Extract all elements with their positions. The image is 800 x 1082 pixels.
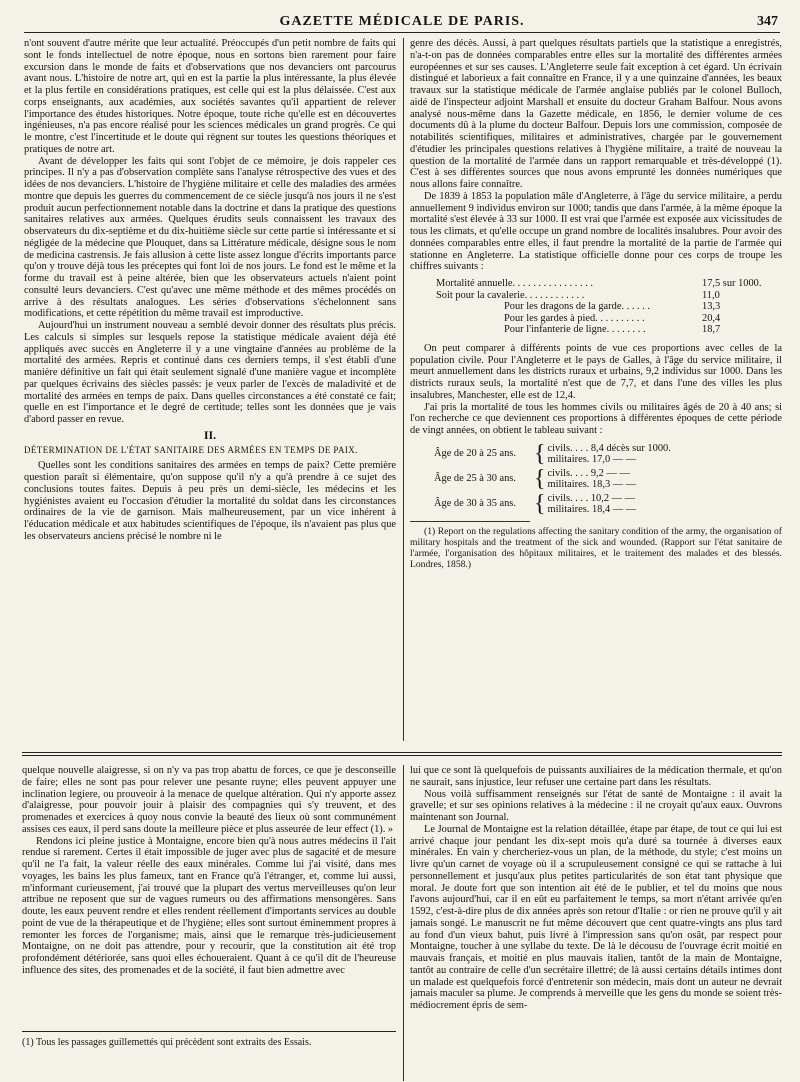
column-left-top	[24, 38, 396, 740]
table-row	[434, 490, 782, 517]
military-value: 18,4	[591, 503, 611, 515]
row-value: 20,4	[702, 312, 721, 324]
footnote: (1) Tous les passages guillemettés qui précèdent sont extraits des Essais.	[22, 1031, 396, 1048]
row-label: Pour les gardes à pied. . . . . . . . . .	[504, 312, 645, 324]
paragraph: Aujourd'hui un instrument nouveau a semblé devoir donner des résultats plus précis. Les calculs si simples sur lesquels repose la statistique médicale avaient déjà été appliqués avec succès en Angleterre il y a une vingtaine d'années au problème de la mortalité des armées. Repris et continué dans ces derniers temps, il s'est établi d'une manière définitive un fait qui était seulement signalé d'une manière vague et incomplète par quelques écrivains des siècles passés: je veux parler de l'excès de maladivité et de mortalité des armées en temps de paix. Dans quelles circonstances a été constaté ce fait; quelle en est l'importance et le degré de certitude; telles sont les données que je vais d'abord passer en revue.	[24, 320, 396, 425]
row-value: 17,5 sur 1000.	[702, 278, 762, 289]
unit: — —	[606, 467, 630, 479]
horizontal-divider	[22, 752, 782, 756]
unit: — —	[612, 453, 637, 465]
civil-value: 10,2	[590, 492, 610, 504]
civil-value: 8,4	[590, 442, 604, 454]
table-row	[436, 290, 782, 302]
table-row	[436, 313, 782, 325]
paragraph: lui que ce sont là quelquefois de puissants auxiliaires de la médication thermale, et qu'on ne saurait, sans injustice, leur refuser une certaine part dans les résultats.	[410, 765, 782, 788]
paragraph: Le Journal de Montaigne est la relation détaillée, étape par étape, de tout ce qui lui est arrivé chaque jour pendant les dix-sept mois qu'a duré sa tournée à diverses eaux minérales. En vain y chercheriez-vous un plan, de la méthode, du style; c'est moins un livre qu'un carnet de voyage où il a scrupuleusement consigné ce qui se rattache à lui personnellement et jusqu'aux plus petites particularités de son état tant physique que moral. Je doute fort que son intention ait été de le publier, et tel du moins que nous l'avons aujourd'hui, car il en eût eu parfaitement le temps, sa mort n'étant arrivée qu'en 1592, c'est-à-dire plus de dix années après son retour d'Italie : or rien ne prouve qu'il y ait jamais songé. Le manuscrit ne fut même découvert que cent quatre-vingts ans plus tard au fond d'un vieux bahut, puis livré à l'impression sans qu'on osât, par respect pour Montaigne, toucher à une syllabe du texte. De là le décousu de l'ouvrage écrit moitié en mauvais français, et moitié en plus mauvais italien, tantôt de la main de Montaigne, tantôt au contraire de celle d'un secrétaire illettré; de là aussi certains détails intimes dont un malade est quelquefois forcé d'entretenir son médecin, mais dont un auteur ne devrait jamais maculer sa plume. Je comprends à merveille que les gens du monde se soient très-médiocrement épris de sem-	[410, 823, 782, 1011]
brace: {	[534, 490, 546, 517]
column-right-top	[410, 38, 782, 740]
paragraph: De 1839 à 1853 la population mâle d'Angleterre, à l'âge du service militaire, a perdu annuellement 9 individus environ sur 1000; tandis que dans l'armée, à la même époque la mortalité s'est élevée à 33 sur 1000. Il est vrai que l'armée est exposée aux vicissitudes de tous les climats, et qu'elle occupe un grand nombre de localités insalubres. Pour avoir des données comparables entre elles, il faut prendre la mortalité de la partie de l'armée qui stationne en Angleterre. La statistique officielle donne pour ces corps de troupe les chiffres suivants :	[410, 190, 782, 273]
page-number: 347	[757, 14, 778, 29]
civil-label: civils. . . .	[547, 492, 589, 504]
row-label: Pour l'infanterie de ligne. . . . . . . .	[504, 324, 646, 336]
unit: décès sur 1000.	[606, 442, 671, 454]
row-label: Mortalité annuelle. . . . . . . . . . . . . . . .	[436, 278, 593, 289]
brace: {	[534, 440, 546, 467]
unit: — —	[612, 478, 637, 490]
footnote: (1) Report on the regulations affecting the sanitary condition of the army, the organisation of military hospitals and the treatment of the sick and wounded. (Rapport sur l'état sanitaire de l'armée, l'organisation des hôpitaux militaires, et le traitement des malades et des blessés. Londres, 1858.)	[410, 525, 782, 570]
military-label: militaires.	[547, 478, 590, 490]
paragraph: quelque nouvelle alaigresse, si on n'y va pas trop abattu de forces, ce que je desconseille de faire; elles ne sont pas pour relever une pesante ruyne; elles peuvent appuyer une inclination legiere, ou prouveoir à la menace de quelque altération. Qui n'y apporte assez d'alaigresse, pour pouvoir jouir à plaisir des compagnies qui s'y treuvent, et des promenades et exercices à quoy nous convie la beauté des lieux où sont communément assises ces eaux, il perd sans doute la meilleure pièce et plus asseurée de leur effect (1). »	[22, 765, 396, 835]
unit: — —	[612, 503, 637, 515]
age-label: Âge de 20 à 25 ans.	[434, 448, 516, 460]
row-value: 13,3	[702, 301, 721, 313]
column-divider	[403, 38, 404, 741]
column-left-bottom	[22, 765, 396, 1027]
paragraph: genre des décès. Aussi, à part quelques résultats partiels que la statistique a enregistrés, n'a-t-on pas de données comparables entre elles sur la mortalité des différentes armées européennes et sur ses causes. L'Angleterre seule fait exception à cet égard. Un écrivain distingué et laborieux a fait connaître en France, il y a une quinzaine d'années, les beaux travaux sur la statistique médicale de l'armée anglaise publiés par le colonel Bulloch, aidé de l'inspecteur adjoint Marshall et ensuite du docteur Graham Balfour. Nous avons analysé nous-même dans la Gazette médicale, en 1856, le dernier volume de ces documents dû à la plume du docteur Balfour. Depuis lors une commission, composée de notabilités scientifiques, militaires et administratives, chargée par le gouvernement d'étudier les principales questions relatives à l'hygiène militaire, a traité de nouveau la question de la mortalité de l'armée dans un rapport remarquable et très-développé (1). C'est à ses différentes sources que nous avons emprunté les données numériques que nous allons faire connaître.	[410, 38, 782, 190]
paragraph: n'ont souvent d'autre mérite que leur actualité. Préoccupés d'un petit nombre de faits qui sont le fonds intellectuel de notre époque, nous en sortons bien rarement pour faire excursion dans le monde de faits et d'observations que nos devanciers ont parcourus avant nous. L'histoire de notre art, qui en est la partie la plus intéressante, la plus élevée et la plus fertile en considérations pratiques, est celle qui est la plus délaissée. C'est aux corps enseignants, aux académies, aux sociétés savantes qu'il appartient de relever l'importance des études historiques. Notre époque, toute riche qu'elle est en découvertes ingénieuses, n'a pas encore réalisé pour les sciences médicales un grand progrès. Ce qui le montre, c'est l'incertitude et le doute qui règnent sur toutes les questions théoriques et pratiques de notre art.	[24, 38, 396, 155]
age-label: Âge de 25 à 30 ans.	[434, 473, 516, 485]
section-title: DÉTERMINATION DE L'ÉTAT SANITAIRE DES ARMÉES EN TEMPS DE PAIX.	[24, 444, 358, 455]
table-row	[434, 465, 782, 492]
civil-label: civils. . . .	[547, 467, 589, 479]
paragraph: Quelles sont les conditions sanitaires des armées en temps de paix? Cette première question paraît si élémentaire, qu'on suppose qu'il n'y a qu'à prendre à ce sujet des conclusions toutes faites. Depuis à peu près un demi-siècle, les médecins et les hygiénistes avaient eu l'occasion d'étudier la mortalité du soldat dans les circonstances ordinaires de la vie de garnison. Mais malheureusement, par un vice inhérent à l'éducation médicale et aux habitudes scientifiques de l'époque, ils n'avaient pas plus que les observateurs anciens précisé le nombre ni le	[24, 460, 396, 542]
row-label: Soit pour la cavalerie. . . . . . . . . . . .	[436, 289, 585, 301]
brace: {	[534, 465, 546, 492]
table-row	[436, 278, 782, 290]
column-right-bottom	[410, 765, 782, 1081]
age-mortality-table	[434, 440, 782, 517]
paragraph: J'ai pris la mortalité de tous les hommes civils ou militaires âgés de 20 à 40 ans; si l'on recherche ce que deviennent ces proportions à différentes époques de cette période de vingt années, on obtient le tableau suivant :	[410, 401, 782, 437]
paragraph: Rendons ici pleine justice à Montaigne, encore bien qu'à nous autres médecins il l'ait rendue si rarement. Certes il était impossible de juger avec plus de sagacité et de mesure qu'il ne l'a fait, la valeur réelle des eaux minérales. Comme lui j'ai visité, dans mes voyages, les bains les plus fameux, tant en France qu'à l'étranger, et, comme lui aussi, m'informant curieusement, j'ai trouvé que la plupart des vertus merveilleuses qu'on leur attribue ne reposent que sur de vagues rumeurs ou des affirmations mensongères. Sans doute, les eaux peuvent rendre et elles rendent réellement d'importants services au double point de vue de la thérapeutique et de l'hygiène; elles sont surtout éminemment propres à remonter les forces de l'organisme; mais, ainsi que le remarque très-judicieusement Montaigne, on ne doit pas attendre, pour y recourir, que la constitution ait été trop profondément détériorée, sans quoi elles échoueraient. Quant à ce qu'il dit de l'heureuse influence des sites, des promenades et de la société, il faut bien admettre avec	[22, 835, 396, 976]
table-row	[434, 440, 782, 467]
mortality-table	[436, 278, 782, 336]
column-divider	[403, 765, 404, 1081]
row-value: 18,7	[702, 324, 721, 336]
row-label: Pour les dragons de la garde. . . . . .	[504, 301, 651, 313]
paragraph: Avant de développer les faits qui sont l'objet de ce mémoire, je dois rappeler ces principes. Il n'y a pas d'observation complète sans l'analyse rétrospective des vues et des idées de nos devanciers. L'histoire de l'hygiène militaire et celle des maladies des armées montre que depuis les guerres du commencement de ce siècle jusqu'à nos jours il ne s'est produit aucun perfectionnement notable dans la doctrine et dans la pratique des questions sanitaires relatives aux armées. Quelques érudits seuls connaissent les travaux des observateurs du dix-septième et du dix-huitième siècle sur cette partie si intéressante et si négligée de la médecine que Plouquet, dans sa Littérature médicale, désigne sous le nom de medicina castrensis. Je fais allusion à cette liste assez longue d'écrits importants parce qu'on y trouve déjà tous les préceptes qui font loi de nos jours. Le fond est le même et la forme du travail est à peine altérée, bien que les observateurs actuels n'aient point consulté leurs devanciers. C'est qu'avec une même méthode et des mêmes procédés on arrive à des résultats analogues. Les séries d'observations s'échelonnent sans modifications, et cette répétition du même travail est improductive.	[24, 155, 396, 320]
civil-label: civils. . . .	[547, 442, 589, 454]
section-number: II.	[203, 427, 217, 442]
journal-title: GAZETTE MÉDICALE DE PARIS.	[279, 14, 525, 29]
page-header	[24, 14, 780, 33]
civil-value: 9,2	[590, 467, 604, 479]
military-value: 17,0	[591, 453, 611, 465]
row-value: 11,0	[702, 289, 720, 301]
age-label: Âge de 30 à 35 ans.	[434, 498, 516, 510]
table-row	[436, 301, 782, 313]
military-value: 18,3	[591, 478, 611, 490]
unit: — —	[611, 492, 636, 504]
paragraph: On peut comparer à différents points de vue ces proportions avec celles de la population civile. Pour l'Angleterre et le pays de Galles, à l'âge du service militaire, il meurt annuellement dans les districts ruraux et urbains, 9,2 individus sur 1000. Dans les districts ruraux seuls, la mortalité n'est que de 7,7, et dans l'une des villes les plus insalubres, Manchester, elle est de 12,4.	[410, 342, 782, 401]
paragraph: Nous voilà suffisamment renseignés sur l'état de santé de Montaigne : il avait la gravelle; et sur ses opinions relatives à la médecine : il ne croyait qu'aux eaux. Ouvrons maintenant son Journal.	[410, 788, 782, 823]
military-label: militaires.	[547, 453, 590, 465]
table-row	[436, 324, 782, 336]
footnote-rule	[410, 521, 530, 522]
military-label: militaires.	[547, 503, 590, 515]
